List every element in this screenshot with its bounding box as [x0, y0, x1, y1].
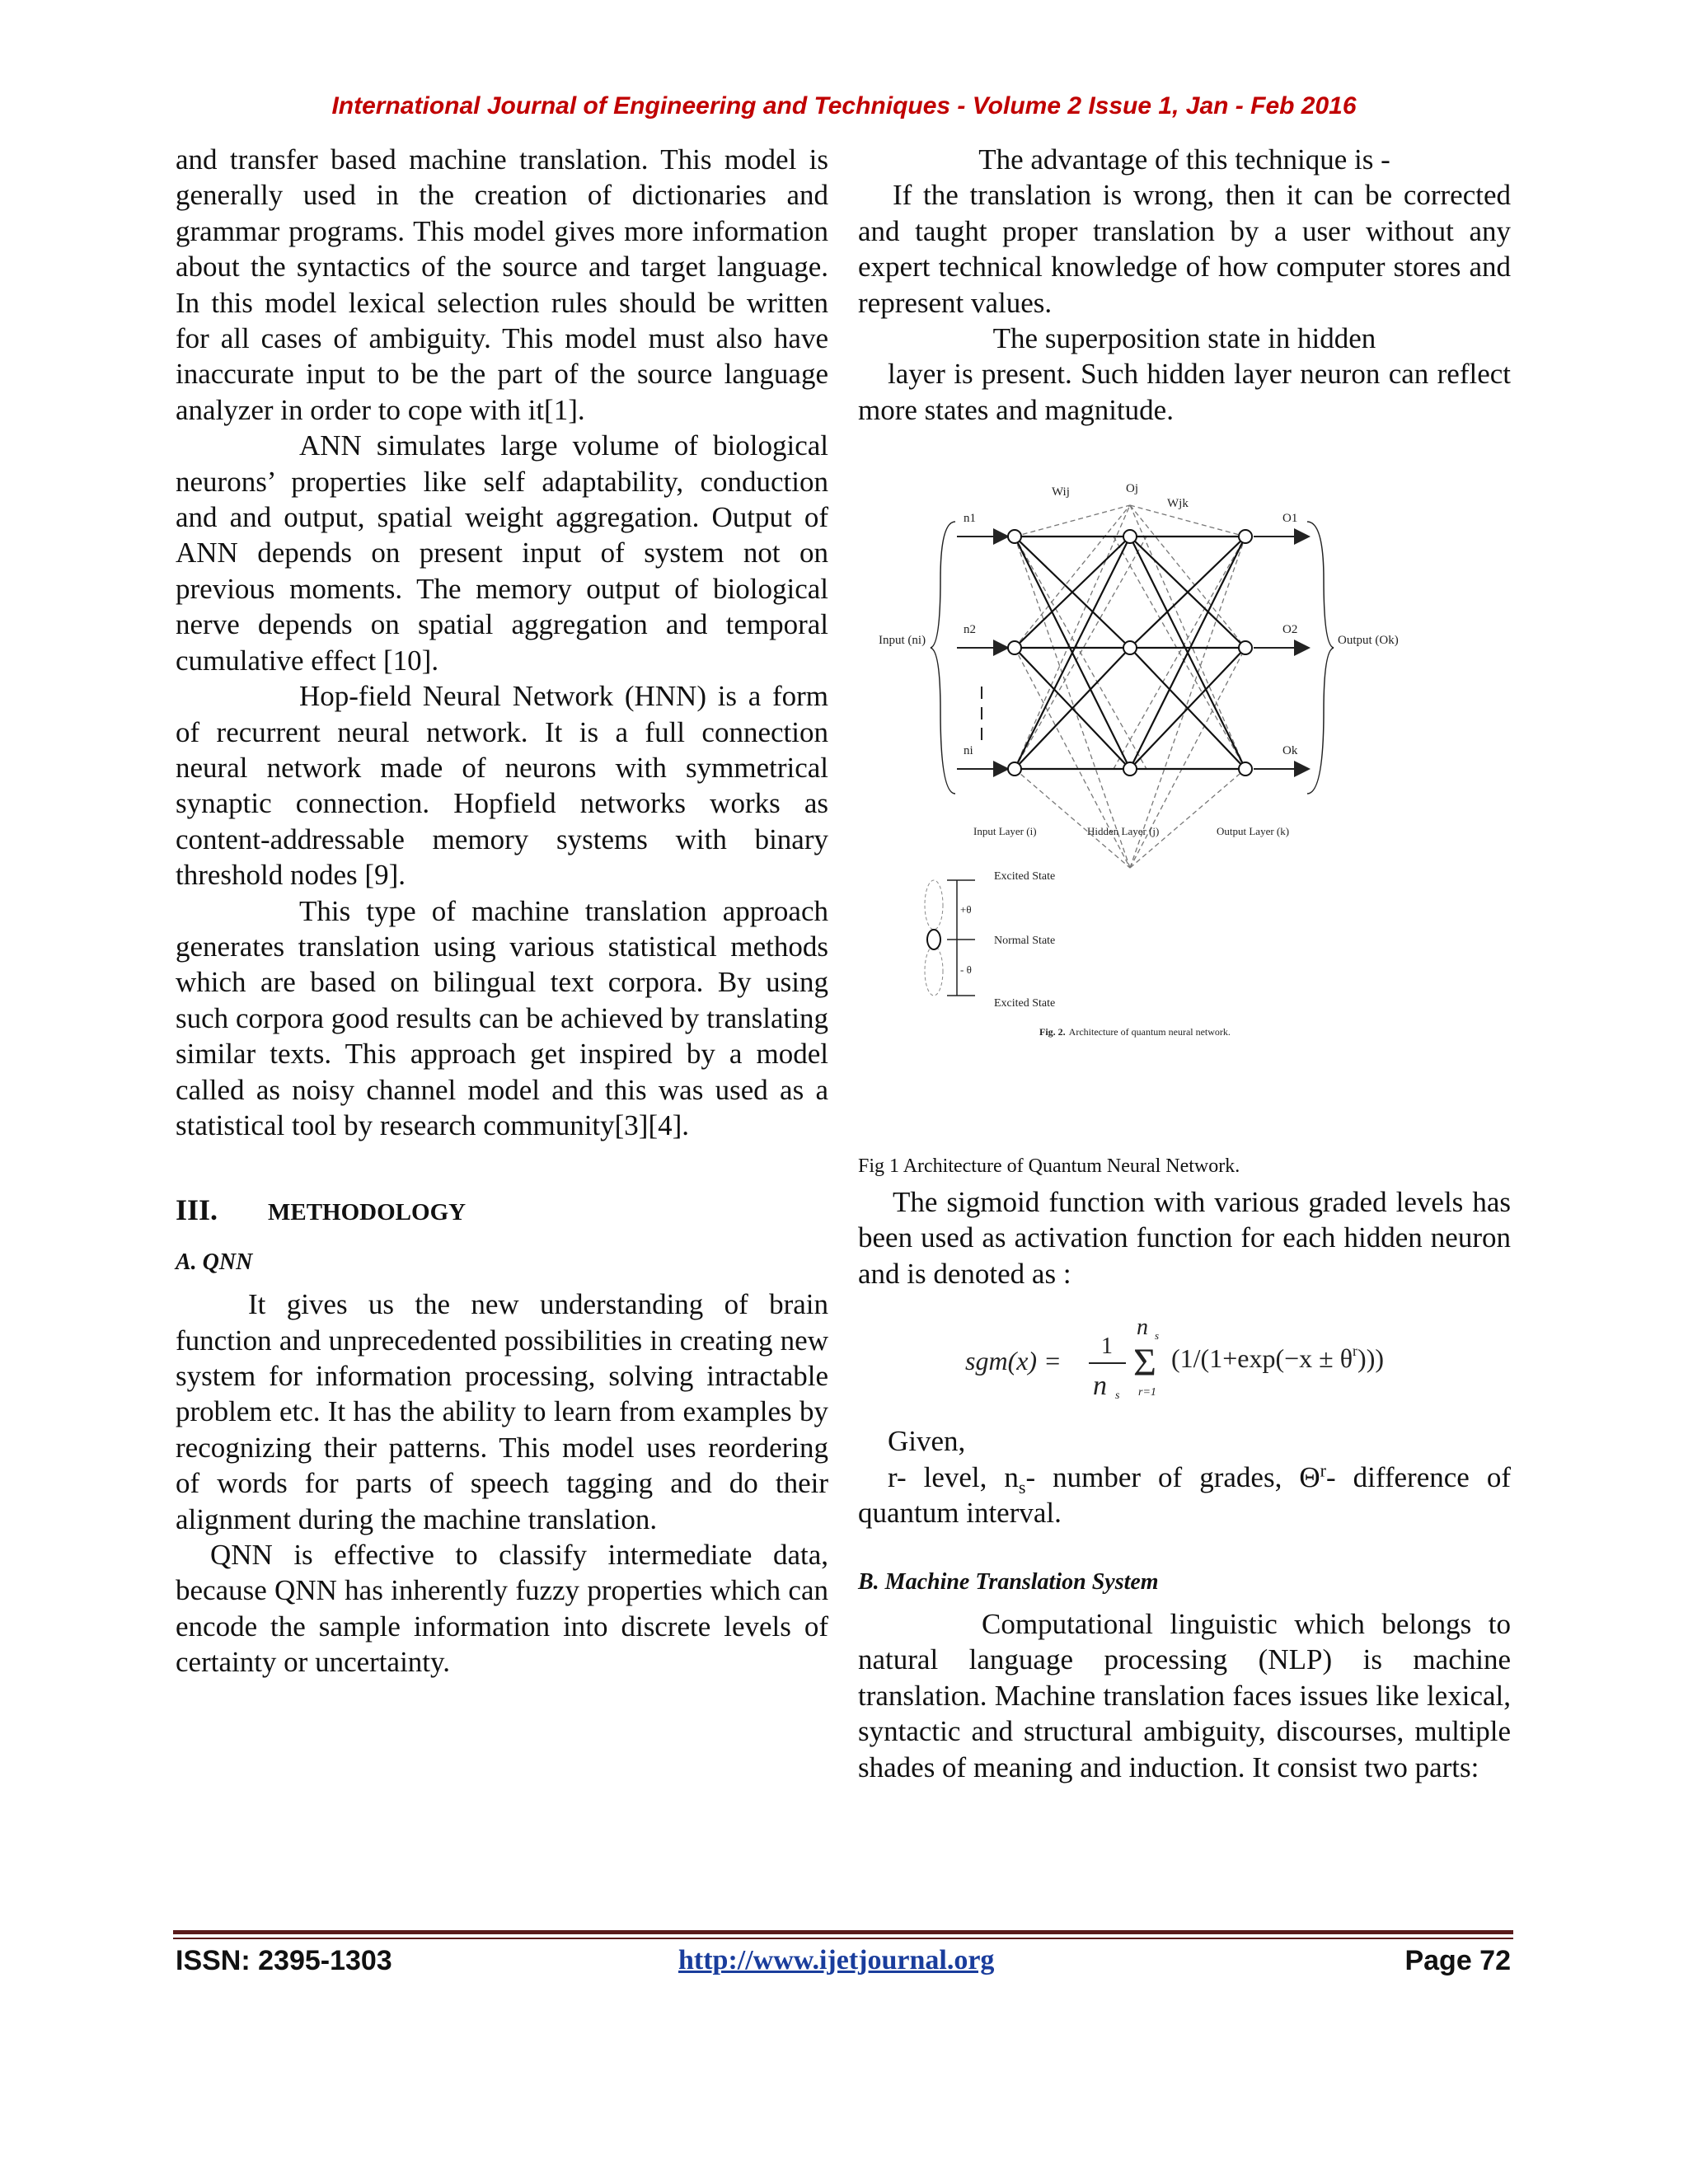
footer-rule [173, 1930, 1513, 1934]
journal-header: International Journal of Engineering and Techniques - Volume 2 Issue 1, Jan - Feb 2016 [331, 92, 1357, 120]
sigmoid-formula [924, 1316, 1511, 1407]
paragraph: It gives us the new understanding of brain function and unprecedented possibilities in creating new system for information processing, solving intractable problem etc. It has the ability to learn from examples by recognizing their patterns. This model uses reordering of words for parts of speech tagging and do their alignment during the machine translation. [176, 1288, 828, 1535]
label-n1: n1 [964, 512, 976, 526]
fig2-text: Architecture of quantum neural network. [1068, 1026, 1231, 1038]
label-input: Input (ni) [879, 634, 926, 648]
paragraph: ANN simulates large volume of biological neurons’ properties like self adaptability, conduction and and output, spatial weight aggregation. Output of ANN depends on present input of system not on previous moments. The memory output of biological nerve depends on spatial aggregation and temporal cumulative effect [10]. [176, 429, 828, 677]
sum-symbol: Σ [1133, 1341, 1156, 1385]
label-n2: n2 [964, 623, 976, 637]
label-normal-state: Normal State [994, 935, 1056, 948]
label-minus-theta: - θ [960, 963, 972, 977]
qnn-architecture-figure [879, 480, 1402, 1148]
formula-body [1171, 1343, 1384, 1373]
paragraph: This type of machine translation approach generates translation using various statistical methods which are based on bilingual text corpora. By using such corpora good results can be achieved by translating similar texts. This approach get inspired by a model called as noisy channel model and this was used as a statistical tool by research community[3][4]. [176, 894, 828, 1141]
label-output: Output (Ok) [1338, 634, 1399, 648]
paragraph: The sigmoid function with various graded levels has been used as activation function for each hidden neuron and is denoted as : [858, 1186, 1511, 1290]
label-oj: Oj [1126, 482, 1138, 496]
given-sub: s [1018, 1476, 1026, 1497]
footer-rule-thin [173, 1938, 1513, 1939]
formula-numerator: 1 [1101, 1333, 1113, 1360]
label-output-layer: Output Layer (k) [1217, 825, 1290, 838]
paragraph: QNN is effective to classify intermediate data, because QNN has inherently fuzzy properties which can encode the sample information into discrete levels of certainty or uncertainty. [176, 1539, 828, 1679]
input-brace [931, 522, 955, 794]
subsection-heading: A. QNN [176, 1249, 253, 1275]
formula-svg [924, 1316, 1501, 1407]
label-o1: O1 [1282, 512, 1298, 526]
fig2-label: Fig. 2. [1039, 1026, 1066, 1038]
paragraph: Computational linguistic which belongs to natural language processing (NLP) is machine translation. Machine translation faces issues like lexical, syntactic and structural ambiguity, discourses, multiple shades of meaning and induction. It consist two parts: [858, 1607, 1511, 1783]
label-o2: O2 [1282, 623, 1298, 637]
given-sup: r [1320, 1460, 1326, 1481]
label-plus-theta: +θ [960, 903, 972, 916]
formula-body-text: (1/(1+exp(−x ± θ [1171, 1343, 1353, 1374]
paragraph: The advantage of this technique is - [978, 143, 1390, 176]
label-ok: Ok [1282, 744, 1298, 758]
qnn-diagram [879, 480, 1402, 1140]
formula-body-sup: r [1353, 1343, 1358, 1360]
paragraph: Hop-field Neural Network (HNN) is a form of recurrent neural network. It is a full connection neural network made of neurons with symmetrical synaptic connection. Hopfield networks works as content-addressable memory systems with binary threshold nodes [9]. [176, 680, 828, 892]
label-ni: ni [964, 744, 973, 758]
section-number: III. [176, 1193, 218, 1227]
given-text-1: r- level, n [888, 1460, 1019, 1493]
section-title: METHODOLOGY [268, 1199, 467, 1226]
left-column [176, 142, 828, 1680]
paragraph: Given, [888, 1425, 966, 1458]
fig2-caption [1039, 1026, 1231, 1038]
label-hidden-layer: Hidden Layer (j) [1087, 825, 1160, 838]
output-brace [1307, 522, 1334, 794]
right-column [858, 142, 1511, 1785]
label-wij: Wij [1052, 485, 1070, 499]
formula-denominator: n [1093, 1371, 1107, 1402]
label-wjk: Wjk [1167, 497, 1189, 511]
label-excited-state-top: Excited State [994, 870, 1056, 883]
formula-sum-bottom: r=1 [1138, 1386, 1156, 1399]
figure-caption: Fig 1 Architecture of Quantum Neural Network. [858, 1155, 1240, 1177]
paragraph: If the translation is wrong, then it can be corrected and taught proper translation by a user without any expert technical knowledge of how computer stores and represent values. [858, 179, 1511, 319]
formula-body-end: ))) [1357, 1343, 1385, 1374]
journal-link[interactable]: http://www.ijetjournal.org [678, 1945, 995, 1975]
formula-denominator-sub: s [1115, 1390, 1120, 1403]
paragraph [858, 1460, 1511, 1531]
paragraph: The superposition state in hidden [992, 322, 1376, 355]
formula-lhs: sgm(x) = [965, 1346, 1062, 1376]
formula-sum-top-sub: s [1155, 1329, 1160, 1343]
formula-sum-top: n [1137, 1315, 1148, 1341]
label-input-layer: Input Layer (i) [973, 825, 1037, 838]
page-number: Page 72 [1404, 1945, 1511, 1976]
quantum-state-diagram [925, 870, 1231, 1038]
given-text-2: - number of grades, Θ [1025, 1460, 1320, 1493]
dashed-connections [1015, 505, 1245, 868]
subsection-heading: B. Machine Translation System [858, 1568, 1159, 1595]
given-text-3: - difference of quantum interval. [858, 1460, 1511, 1530]
page-footer [176, 1945, 1511, 1981]
section-heading [176, 1193, 828, 1230]
issn: ISSN: 2395-1303 [176, 1945, 392, 1976]
paragraph: and transfer based machine translation. This model is generally used in the creation of dictionaries and grammar programs. This model gives more information about the syntactics of the source and target language. In this model lexical selection rules should be written for all cases of ambiguity. This model must also have inaccurate input to be the part of the source language analyzer in order to cope with it[1]. [176, 143, 828, 426]
label-excited-state-bottom: Excited State [994, 997, 1056, 1010]
paragraph: layer is present. Such hidden layer neuron can reflect more states and magnitude. [858, 358, 1511, 426]
